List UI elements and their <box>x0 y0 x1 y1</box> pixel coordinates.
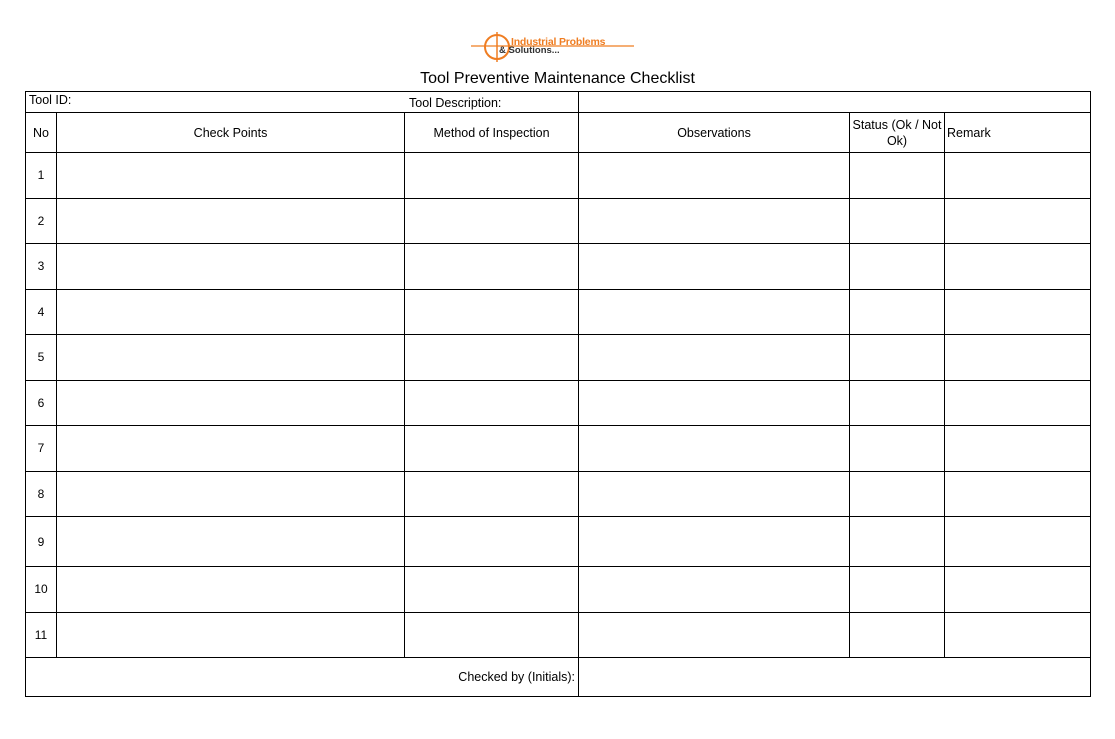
remark-cell[interactable] <box>945 517 1091 567</box>
observation-cell[interactable] <box>579 517 850 567</box>
row-number: 5 <box>26 335 57 381</box>
status-cell[interactable] <box>850 380 945 426</box>
row-number: 4 <box>26 289 57 335</box>
table-row <box>26 380 1091 426</box>
table-row <box>26 335 1091 381</box>
checked-by-label: Checked by (Initials): <box>26 658 579 697</box>
method-cell[interactable] <box>405 380 579 426</box>
col-header-method: Method of Inspection <box>405 113 579 153</box>
tool-id-label: Tool ID: <box>29 93 72 107</box>
row-number: 7 <box>26 426 57 472</box>
tool-description-cell[interactable] <box>579 92 1091 113</box>
row-number: 8 <box>26 471 57 517</box>
table-row <box>26 567 1091 613</box>
table-row <box>26 289 1091 335</box>
observation-cell[interactable] <box>579 426 850 472</box>
status-cell[interactable] <box>850 612 945 658</box>
status-cell[interactable] <box>850 244 945 290</box>
method-cell[interactable] <box>405 335 579 381</box>
row-number: 11 <box>26 612 57 658</box>
observation-cell[interactable] <box>579 380 850 426</box>
method-cell[interactable] <box>405 612 579 658</box>
check-point-cell[interactable] <box>57 567 405 613</box>
status-cell[interactable] <box>850 289 945 335</box>
table-row <box>26 517 1091 567</box>
table-row <box>26 244 1091 290</box>
tool-id-cell[interactable] <box>26 92 579 113</box>
col-header-no: No <box>26 113 57 153</box>
observation-cell[interactable] <box>579 567 850 613</box>
check-point-cell[interactable] <box>57 471 405 517</box>
row-number: 1 <box>26 153 57 199</box>
method-cell[interactable] <box>405 198 579 244</box>
row-number: 2 <box>26 198 57 244</box>
method-cell[interactable] <box>405 567 579 613</box>
method-cell[interactable] <box>405 244 579 290</box>
row-number: 9 <box>26 517 57 567</box>
status-cell[interactable] <box>850 153 945 199</box>
table-row <box>26 426 1091 472</box>
check-point-cell[interactable] <box>57 517 405 567</box>
check-point-cell[interactable] <box>57 198 405 244</box>
observation-cell[interactable] <box>579 289 850 335</box>
method-cell[interactable] <box>405 471 579 517</box>
observation-cell[interactable] <box>579 471 850 517</box>
remark-cell[interactable] <box>945 244 1091 290</box>
check-point-cell[interactable] <box>57 244 405 290</box>
footer-row <box>26 658 1091 697</box>
remark-cell[interactable] <box>945 612 1091 658</box>
observation-cell[interactable] <box>579 153 850 199</box>
table-row <box>26 153 1091 199</box>
status-cell[interactable] <box>850 426 945 472</box>
row-number: 3 <box>26 244 57 290</box>
meta-row <box>26 92 1091 113</box>
col-header-observations: Observations <box>579 113 850 153</box>
row-number: 10 <box>26 567 57 613</box>
status-cell[interactable] <box>850 198 945 244</box>
checklist-table <box>25 91 1091 697</box>
checklist-body <box>26 153 1091 658</box>
check-point-cell[interactable] <box>57 380 405 426</box>
col-header-check-points: Check Points <box>57 113 405 153</box>
table-row <box>26 471 1091 517</box>
remark-cell[interactable] <box>945 198 1091 244</box>
col-header-status: Status (Ok / Not Ok) <box>850 113 945 153</box>
tool-description-label: Tool Description: <box>409 96 502 110</box>
remark-cell[interactable] <box>945 567 1091 613</box>
method-cell[interactable] <box>405 289 579 335</box>
check-point-cell[interactable] <box>57 335 405 381</box>
header-row <box>26 113 1091 153</box>
row-number: 6 <box>26 380 57 426</box>
status-cell[interactable] <box>850 471 945 517</box>
checked-by-initials-field[interactable] <box>579 658 1091 697</box>
company-logo <box>469 32 634 62</box>
status-cell[interactable] <box>850 567 945 613</box>
logo-text-line2: & Solutions... <box>499 45 560 56</box>
status-cell[interactable] <box>850 517 945 567</box>
method-cell[interactable] <box>405 517 579 567</box>
remark-cell[interactable] <box>945 426 1091 472</box>
remark-cell[interactable] <box>945 380 1091 426</box>
observation-cell[interactable] <box>579 198 850 244</box>
col-header-remark: Remark <box>945 113 1091 153</box>
remark-cell[interactable] <box>945 471 1091 517</box>
check-point-cell[interactable] <box>57 289 405 335</box>
remark-cell[interactable] <box>945 153 1091 199</box>
observation-cell[interactable] <box>579 244 850 290</box>
check-point-cell[interactable] <box>57 426 405 472</box>
observation-cell[interactable] <box>579 335 850 381</box>
table-row <box>26 612 1091 658</box>
remark-cell[interactable] <box>945 289 1091 335</box>
table-row <box>26 198 1091 244</box>
observation-cell[interactable] <box>579 612 850 658</box>
method-cell[interactable] <box>405 153 579 199</box>
remark-cell[interactable] <box>945 335 1091 381</box>
method-cell[interactable] <box>405 426 579 472</box>
page-title: Tool Preventive Maintenance Checklist <box>420 70 695 87</box>
check-point-cell[interactable] <box>57 612 405 658</box>
check-point-cell[interactable] <box>57 153 405 199</box>
status-cell[interactable] <box>850 335 945 381</box>
logo-text-line1: Industrial Problems <box>511 36 606 48</box>
